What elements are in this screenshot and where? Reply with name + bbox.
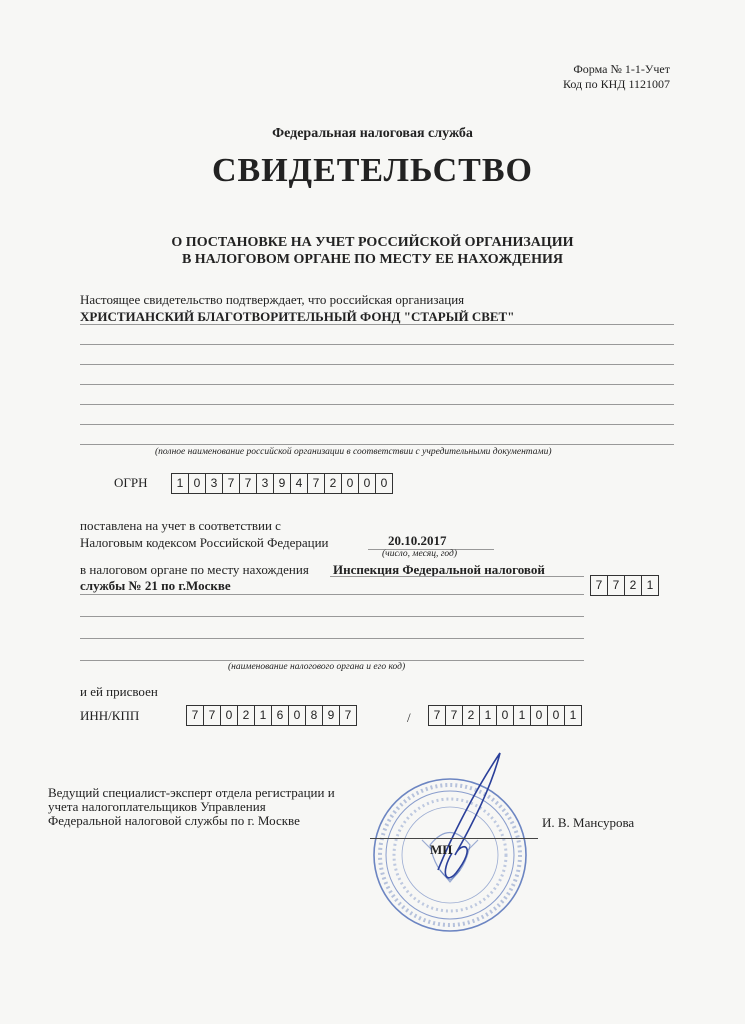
kpp-digit: 7: [429, 706, 446, 725]
ogrn-digit: 1: [172, 474, 189, 493]
signature-line: [370, 838, 538, 839]
signatory-position-line-2: учета налогоплательщиков Управления: [48, 799, 266, 814]
ogrn-digit: 0: [359, 474, 376, 493]
subtitle-line-1: О ПОСТАНОВКЕ НА УЧЕТ РОССИЙСКОЙ ОРГАНИЗАЦИИ: [171, 235, 574, 250]
authority-code-digit: 7: [591, 576, 608, 595]
org-caption: (полное наименование российской организации в соответствии с учредительными документами): [155, 447, 552, 457]
ogrn-digit: 2: [325, 474, 342, 493]
authority-line: [330, 576, 584, 577]
org-line: [80, 344, 674, 345]
ogrn-digit: 7: [240, 474, 257, 493]
authority-name-line-1: Инспекция Федеральной налоговой: [333, 562, 545, 577]
inn-digit: 2: [238, 706, 255, 725]
authority-line: [80, 594, 584, 595]
authority-label: в налоговом органе по месту нахождения: [80, 562, 309, 577]
inn-digit: 7: [344, 708, 352, 722]
inn-kpp-label: ИНН/КПП: [80, 708, 140, 723]
ogrn-digit: 7: [223, 474, 240, 493]
document-subtitle: [0, 234, 745, 268]
ogrn-digit: 7: [308, 474, 325, 493]
inn-digit: 1: [255, 706, 272, 725]
authority-name-line-2: службы № 21 по г.Москве: [80, 578, 231, 593]
signatory-position-line-1: Ведущий специалист-эксперт отдела регистрации и: [48, 785, 335, 800]
stamp-label: МП: [430, 842, 453, 857]
org-line: [80, 404, 674, 405]
subtitle-line-2: В НАЛОГОВОМ ОРГАНЕ ПО МЕСТУ ЕЕ НАХОЖДЕНИЯ: [181, 252, 564, 267]
ogrn-digit: 9: [274, 474, 291, 493]
authority-line: [80, 660, 584, 661]
ogrn-digit: 0: [380, 476, 388, 490]
registration-line-2: Налоговым кодексом Российской Федерации: [80, 535, 329, 550]
kpp-digit: 1: [569, 708, 577, 722]
authority-line: [80, 638, 584, 639]
inn-digit: 7: [204, 706, 221, 725]
authority-code-digit: 2: [625, 576, 642, 595]
kpp-digit: 0: [531, 706, 548, 725]
form-number: Форма № 1-1-Учет: [573, 62, 670, 76]
ogrn-digit: 3: [257, 474, 274, 493]
authority-caption: (наименование налогового органа и его код): [228, 662, 406, 672]
org-line: [80, 324, 674, 325]
kpp-digit: 0: [497, 706, 514, 725]
ogrn-digit: 0: [342, 474, 359, 493]
authority-code-boxes: [590, 575, 659, 596]
kpp-digit: 0: [548, 706, 565, 725]
form-header: [563, 62, 670, 92]
authority-line: [80, 616, 584, 617]
signatory-position: [48, 786, 335, 828]
agency-name: Федеральная налоговая служба: [272, 126, 473, 141]
inn-kpp-separator: /: [407, 710, 411, 725]
official-seal: [360, 745, 540, 935]
inn-digit: 9: [323, 706, 340, 725]
inn-digit: 8: [306, 706, 323, 725]
ogrn-digit: 3: [206, 474, 223, 493]
ogrn-digit: 4: [291, 474, 308, 493]
ogrn-digit: 0: [189, 474, 206, 493]
authority-code-digit: 7: [608, 576, 625, 595]
inn-digit: 0: [289, 706, 306, 725]
org-line: [80, 444, 674, 445]
kpp-boxes: [428, 705, 582, 726]
intro-text: Настоящее свидетельство подтверждает, что российская организация: [80, 292, 465, 307]
authority-code-digit: 1: [646, 578, 654, 592]
org-line: [80, 364, 674, 365]
org-line: [80, 384, 674, 385]
date-caption: (число, месяц, год): [382, 549, 458, 559]
ogrn-label: ОГРН: [114, 475, 148, 490]
ogrn-boxes: [171, 473, 393, 494]
inn-digit: 0: [221, 706, 238, 725]
org-line: [80, 424, 674, 425]
inn-digit: 6: [272, 706, 289, 725]
kpp-digit: 1: [514, 706, 531, 725]
document-title: СВИДЕТЕЛЬСТВО: [212, 152, 533, 189]
signature-icon: [438, 753, 500, 878]
kpp-digit: 2: [463, 706, 480, 725]
organization-name: ХРИСТИАНСКИЙ БЛАГОТВОРИТЕЛЬНЫЙ ФОНД "СТАРЫЙ СВЕТ": [80, 309, 515, 324]
knd-code: Код по КНД 1121007: [563, 77, 670, 91]
assigned-label: и ей присвоен: [80, 684, 158, 699]
inn-boxes: [186, 705, 357, 726]
registration-date: 20.10.2017: [388, 533, 447, 548]
signatory-name: И. В. Мансурова: [542, 815, 635, 830]
inn-digit: 7: [187, 706, 204, 725]
registration-line-1: поставлена на учет в соответствии с: [80, 518, 281, 533]
kpp-digit: 1: [480, 706, 497, 725]
kpp-digit: 7: [446, 706, 463, 725]
signatory-position-line-3: Федеральной налоговой службы по г. Москве: [48, 813, 300, 828]
